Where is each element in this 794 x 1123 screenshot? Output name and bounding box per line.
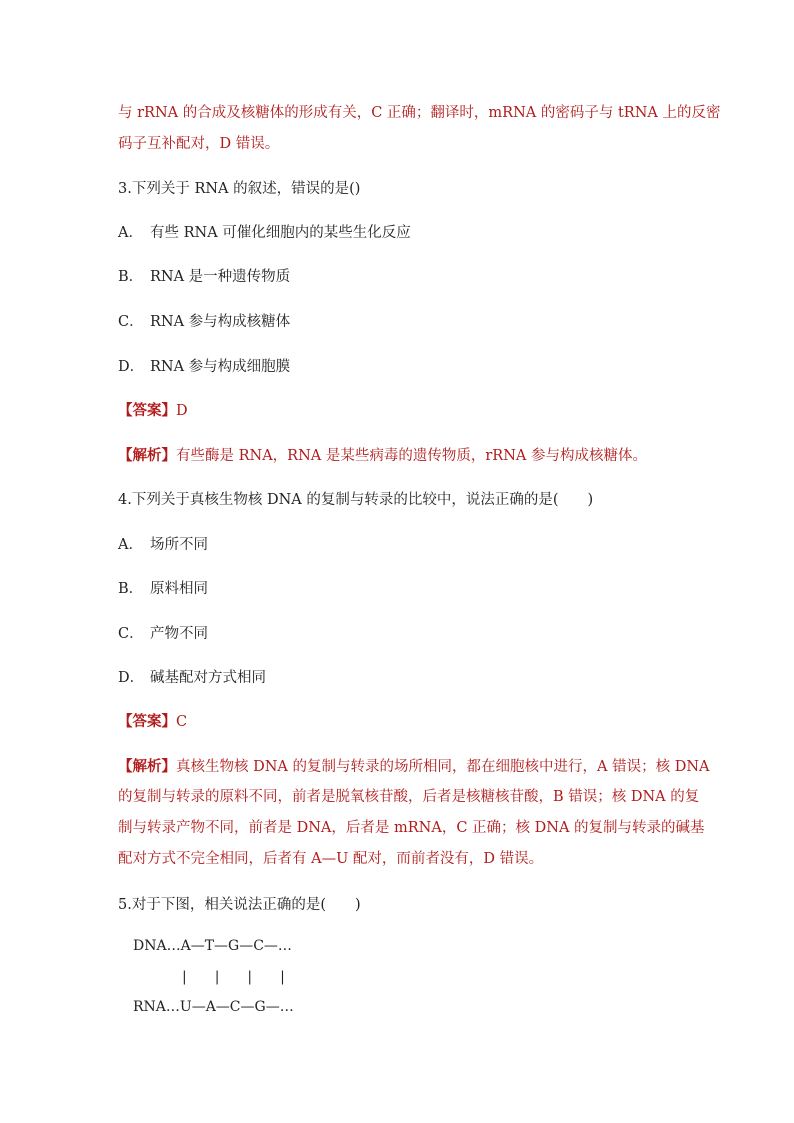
prev-explanation-line-1: 与 rRNA 的合成及核糖体的形成有关，C 正确；翻译时，mRNA 的密码子与 tRNA 上的反密 (118, 105, 721, 121)
q4-answer-value: C (176, 714, 188, 730)
q4-option-b (118, 579, 208, 599)
q5-rna-strand: RNA…U—A—C—G—… (133, 999, 294, 1015)
q3-option-a (118, 223, 411, 243)
q3-explanation (118, 446, 647, 466)
q3-option-b (118, 267, 290, 287)
q4-explanation-line-2: 的复制与转录的原料不同，前者是脱氧核苷酸，后者是核糖核苷酸，B 错误；核 DNA 的复 (118, 789, 700, 805)
q4-option-d-text: 碱基配对方式相同 (150, 670, 266, 686)
q4-answer (118, 712, 187, 732)
q3-option-b-letter: B． (118, 269, 144, 285)
q4-option-a (118, 535, 208, 555)
q4-option-c (118, 624, 208, 644)
q3-option-d (118, 357, 290, 377)
q4-option-b-letter: B． (118, 581, 144, 597)
q4-option-c-text: 产物不同 (150, 626, 208, 642)
q4-explanation-label: 【解析】 (118, 758, 176, 775)
q4-option-a-text: 场所不同 (150, 537, 208, 553)
q4-option-b-text: 原料相同 (150, 581, 208, 597)
q4-explanation-line-4: 配对方式不完全相同，后者有 A—U 配对，而前者没有，D 错误。 (118, 851, 544, 867)
q3-answer-label: 【答案】 (118, 402, 176, 419)
q5-stem: 5.对于下图，相关说法正确的是( ) (118, 897, 361, 913)
q4-explanation-text-1: 真核生物核 DNA 的复制与转录的场所相同，都在细胞核中进行，A 错误；核 DNA (176, 759, 710, 775)
q4-option-d-letter: D． (118, 670, 145, 686)
q5-dna-strand: DNA…A—T—G—C—… (133, 938, 292, 954)
q3-explanation-text: 有些酶是 RNA，RNA 是某些病毒的遗传物质，rRNA 参与构成核糖体。 (176, 448, 647, 464)
q4-stem: 4.下列关于真核生物核 DNA 的复制与转录的比较中，说法正确的是( ) (118, 492, 594, 508)
q3-option-c-letter: C． (118, 314, 144, 330)
q3-option-c-text: RNA 参与构成核糖体 (150, 314, 291, 330)
q3-option-a-letter: A． (118, 225, 143, 241)
prev-explanation-line-2: 码子互补配对，D 错误。 (118, 136, 280, 152)
q3-explanation-label: 【解析】 (118, 447, 176, 464)
q3-option-a-text: 有些 RNA 可催化细胞内的某些生化反应 (150, 225, 411, 241)
q3-option-d-text: RNA 参与构成细胞膜 (150, 359, 291, 375)
q3-option-b-text: RNA 是一种遗传物质 (150, 269, 291, 285)
q3-answer-value: D (176, 403, 188, 419)
q4-answer-label: 【答案】 (118, 713, 176, 730)
q3-option-d-letter: D． (118, 359, 145, 375)
q4-option-a-letter: A． (118, 537, 143, 553)
q4-option-c-letter: C． (118, 626, 144, 642)
q3-option-c (118, 312, 290, 332)
q3-answer (118, 401, 188, 421)
q4-explanation-line-1 (118, 757, 709, 777)
q5-base-pair-bonds: | | | | (182, 969, 285, 985)
q4-explanation-line-3: 制与转录产物不同，前者是 DNA，后者是 mRNA，C 正确；核 DNA 的复制与转录的碱基 (118, 820, 705, 836)
q4-option-d (118, 668, 266, 688)
q3-stem: 3.下列关于 RNA 的叙述，错误的是() (118, 181, 361, 197)
